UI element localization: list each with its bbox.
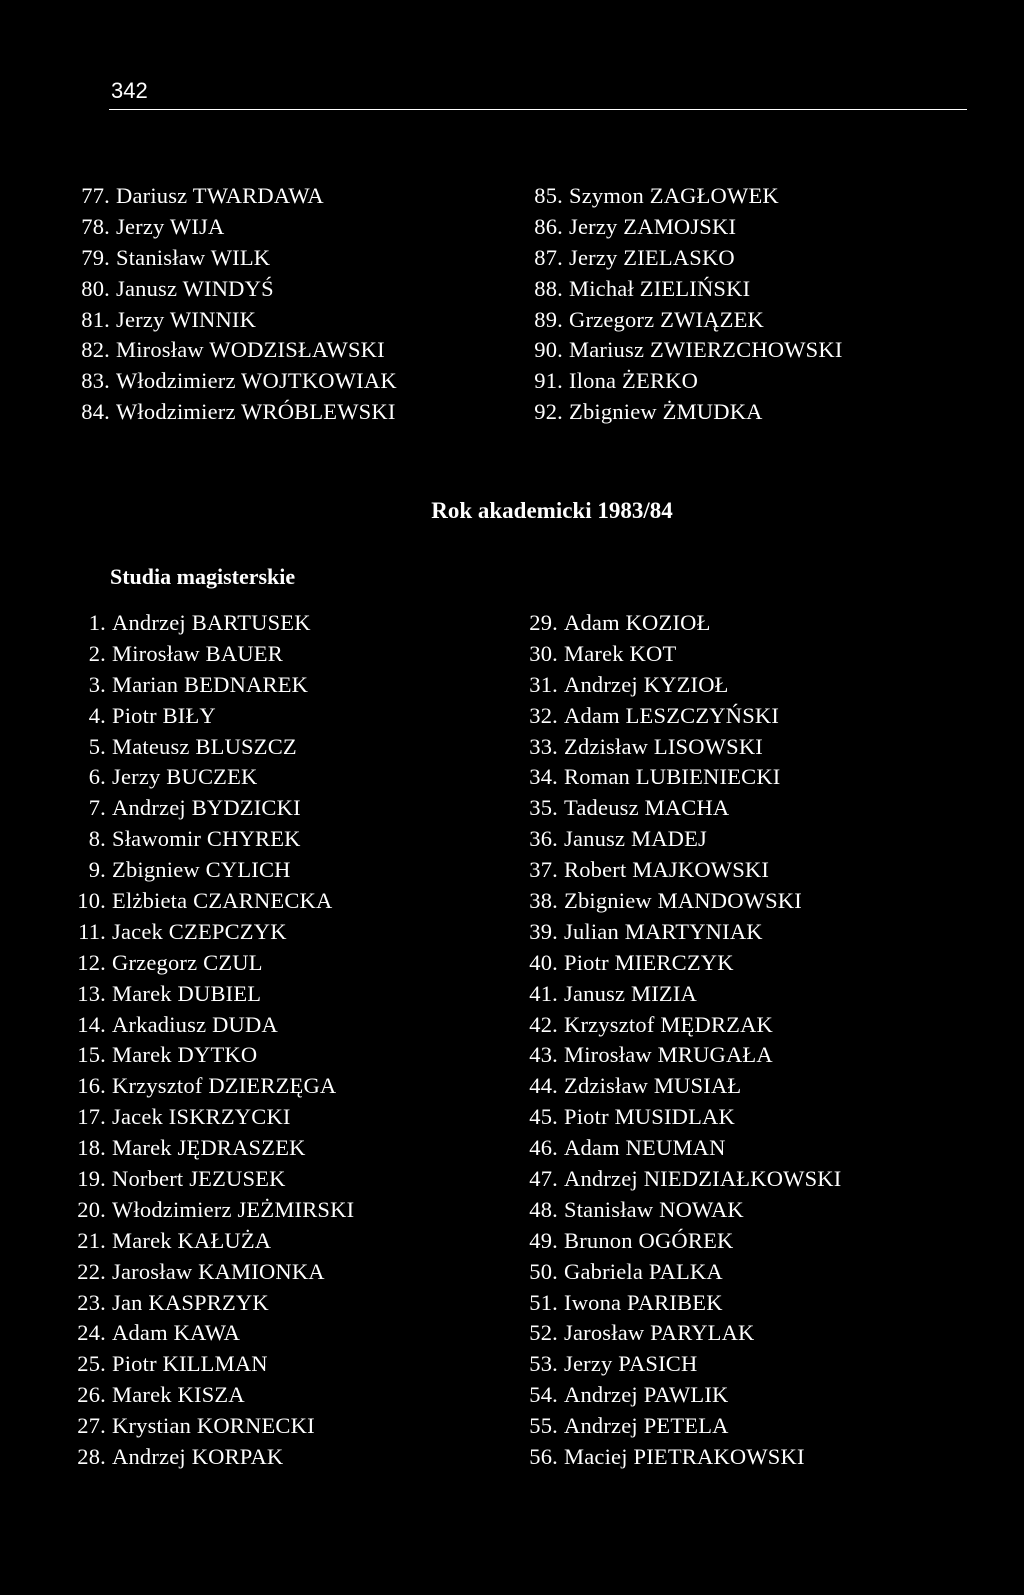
list-item [68, 1411, 354, 1442]
list-item [68, 1195, 354, 1226]
list-item-number: 22. [77, 1258, 106, 1284]
list-item [520, 1195, 841, 1226]
list-item [72, 243, 397, 274]
list-item-name: Ilona ŻERKO [569, 368, 699, 394]
list-item-name: Arkadiusz DUDA [112, 1011, 278, 1037]
list-item [68, 917, 354, 948]
list-item-name: Andrzej NIEDZIAŁKOWSKI [564, 1166, 842, 1192]
list-item-name: Maciej PIETRAKOWSKI [564, 1444, 805, 1470]
list-item [520, 948, 841, 979]
list-item [68, 948, 354, 979]
list-item [520, 701, 841, 732]
list-item-number: 83. [81, 368, 110, 394]
list-item [68, 1257, 354, 1288]
list-item-name: Roman LUBIENIECKI [564, 764, 781, 790]
list-item-number: 42. [529, 1011, 558, 1037]
list-item-number: 37. [529, 857, 558, 883]
list-item-number: 39. [529, 918, 558, 944]
list-item-name: Andrzej BARTUSEK [112, 610, 311, 635]
list-item [68, 979, 354, 1010]
list-item-name: Grzegorz ZWIĄZEK [569, 306, 764, 332]
list-item-name: Adam NEUMAN [564, 1135, 726, 1161]
list-item-number: 45. [529, 1104, 558, 1130]
list-item-number: 27. [77, 1413, 106, 1439]
list-item-number: 23. [77, 1289, 106, 1315]
list-item-name: Marek KAŁUŻA [112, 1227, 272, 1253]
list-item [68, 1164, 354, 1195]
list-item [68, 608, 354, 639]
list-item-number: 43. [529, 1042, 558, 1068]
list-item-name: Zbigniew ŻMUDKA [569, 399, 763, 425]
list-item-name: Jerzy WINNIK [116, 306, 257, 332]
list-item-name: Elżbieta CZARNECKA [112, 888, 333, 914]
list-item-name: Andrzej KORPAK [112, 1444, 284, 1470]
list-item-number: 7. [88, 795, 106, 821]
list-item [68, 1071, 354, 1102]
list-item [68, 1380, 354, 1411]
list-item-name: Marek JĘDRASZEK [112, 1135, 306, 1161]
list-item [68, 1288, 354, 1319]
list-item [520, 762, 841, 793]
list-item-number: 12. [77, 949, 106, 975]
list-item-number: 29. [529, 610, 558, 635]
list-item [520, 979, 841, 1010]
list-item-name: Jerzy BUCZEK [112, 764, 258, 790]
list-item [68, 670, 354, 701]
list-item-name: Janusz WINDYŚ [116, 275, 274, 301]
list-item-number: 54. [529, 1382, 558, 1408]
list-item [520, 1071, 841, 1102]
list-item [520, 1318, 841, 1349]
list-item-name: Andrzej PETELA [564, 1413, 729, 1439]
list-item-number: 34. [529, 764, 558, 790]
list-item [520, 1164, 841, 1195]
list-item [520, 1349, 841, 1380]
list-item-number: 81. [81, 306, 110, 332]
list-item [72, 181, 397, 212]
list-item-number: 38. [529, 888, 558, 914]
list-item-number: 5. [88, 733, 106, 759]
list-item-number: 21. [77, 1227, 106, 1253]
list-item-number: 78. [81, 213, 110, 239]
list-item-number: 9. [88, 857, 106, 883]
list-item-name: Mariusz ZWIERZCHOWSKI [569, 337, 843, 363]
list-item-name: Jerzy WIJA [116, 213, 225, 239]
list-item [520, 608, 841, 639]
list-item [520, 732, 841, 763]
list-item-number: 15. [77, 1042, 106, 1068]
list-item-name: Marek KISZA [112, 1382, 245, 1408]
list-item [520, 793, 841, 824]
list-item-name: Krzysztof DZIERZĘGA [112, 1073, 337, 1099]
list-item [68, 701, 354, 732]
name-list-magister-right [520, 608, 841, 1473]
list-item-name: Sławomir CHYREK [112, 826, 301, 852]
list-item-number: 16. [77, 1073, 106, 1099]
list-item [72, 212, 397, 243]
list-item-name: Tadeusz MACHA [564, 795, 730, 821]
list-item [520, 886, 841, 917]
list-item [520, 1257, 841, 1288]
list-item [68, 639, 354, 670]
list-item [68, 732, 354, 763]
list-item-name: Andrzej KYZIOŁ [564, 671, 729, 697]
list-item-number: 10. [77, 888, 106, 914]
list-item-number: 86. [534, 213, 563, 239]
list-item-number: 26. [77, 1382, 106, 1408]
list-item-number: 25. [77, 1351, 106, 1377]
list-item-number: 90. [534, 337, 563, 363]
list-item [520, 1411, 841, 1442]
list-item-number: 20. [77, 1196, 106, 1222]
list-item-number: 46. [529, 1135, 558, 1161]
list-item [68, 855, 354, 886]
list-item-number: 18. [77, 1135, 106, 1161]
list-item-name: Piotr KILLMAN [112, 1351, 268, 1377]
list-item [520, 855, 841, 886]
list-item-number: 41. [529, 980, 558, 1006]
list-item-name: Piotr MUSIDLAK [564, 1104, 735, 1130]
list-item-number: 24. [77, 1320, 106, 1346]
list-item-name: Jerzy PASICH [564, 1351, 698, 1377]
list-item-name: Piotr MIERCZYK [564, 949, 734, 975]
list-item-name: Adam KOZIOŁ [564, 610, 711, 635]
list-item-name: Krystian KORNECKI [112, 1413, 315, 1439]
list-item-number: 13. [77, 980, 106, 1006]
list-item-number: 77. [81, 183, 110, 208]
list-item-name: Dariusz TWARDAWA [116, 183, 324, 208]
list-item-number: 48. [529, 1196, 558, 1222]
list-item [68, 1040, 354, 1071]
list-item [525, 212, 843, 243]
list-item-name: Jerzy ZIELASKO [569, 244, 735, 270]
list-item [520, 639, 841, 670]
list-item [525, 274, 843, 305]
list-item-name: Iwona PARIBEK [564, 1289, 723, 1315]
list-item [72, 397, 397, 428]
list-item-number: 4. [88, 702, 106, 728]
list-item [525, 305, 843, 336]
list-item-name: Gabriela PALKA [564, 1258, 723, 1284]
list-item [68, 762, 354, 793]
list-item-number: 91. [534, 368, 563, 394]
list-item [72, 335, 397, 366]
list-item-number: 44. [529, 1073, 558, 1099]
list-item-number: 2. [88, 640, 106, 666]
list-item [520, 1288, 841, 1319]
list-item-name: Jacek CZEPCZYK [112, 918, 287, 944]
list-item-number: 11. [78, 918, 106, 944]
list-item-name: Szymon ZAGŁOWEK [569, 183, 779, 208]
list-item-name: Piotr BIŁY [112, 702, 216, 728]
list-item-name: Stanisław WILK [116, 244, 271, 270]
list-item-number: 14. [77, 1011, 106, 1037]
name-list-previous-right [525, 181, 843, 428]
list-item-name: Andrzej PAWLIK [564, 1382, 729, 1408]
list-item-name: Włodzimierz WOJTKOWIAK [116, 368, 397, 394]
list-item-number: 79. [81, 244, 110, 270]
list-item-name: Norbert JEZUSEK [112, 1166, 286, 1192]
academic-year-heading: Rok akademicki 1983/84 [431, 498, 673, 523]
list-item-number: 32. [529, 702, 558, 728]
list-item [68, 1349, 354, 1380]
list-item [520, 1226, 841, 1257]
list-item-number: 28. [77, 1444, 106, 1470]
list-item [68, 1226, 354, 1257]
list-item-name: Zbigniew CYLICH [112, 857, 291, 883]
list-item-name: Michał ZIELIŃSKI [569, 275, 751, 301]
list-item-name: Marek KOT [564, 640, 677, 666]
list-item [72, 305, 397, 336]
list-item-name: Jan KASPRZYK [112, 1289, 269, 1315]
list-item-name: Robert MAJKOWSKI [564, 857, 770, 883]
list-item-number: 84. [81, 399, 110, 425]
list-item-name: Janusz MIZIA [564, 980, 697, 1006]
list-item-name: Krzysztof MĘDRZAK [564, 1011, 773, 1037]
list-item-number: 52. [529, 1320, 558, 1346]
list-item [68, 886, 354, 917]
list-item [72, 274, 397, 305]
list-item-name: Jarosław KAMIONKA [112, 1258, 325, 1284]
list-item-name: Włodzimierz JEŻMIRSKI [112, 1196, 355, 1222]
list-item [68, 1102, 354, 1133]
list-item-name: Janusz MADEJ [564, 826, 708, 852]
list-item [520, 1380, 841, 1411]
list-item-number: 53. [529, 1351, 558, 1377]
list-item-number: 87. [534, 244, 563, 270]
list-item-number: 35. [529, 795, 558, 821]
list-item [68, 793, 354, 824]
list-item-name: Zdzisław LISOWSKI [564, 733, 763, 759]
list-item-name: Jarosław PARYLAK [564, 1320, 755, 1346]
name-list-previous-left [72, 181, 397, 428]
list-item-name: Julian MARTYNIAK [564, 918, 763, 944]
list-item-name: Jacek ISKRZYCKI [112, 1104, 291, 1130]
list-item [525, 335, 843, 366]
list-item-number: 50. [529, 1258, 558, 1284]
list-item [520, 824, 841, 855]
list-item [520, 670, 841, 701]
list-item-name: Marek DYTKO [112, 1042, 258, 1068]
list-item-number: 6. [88, 764, 106, 790]
list-item-number: 89. [534, 306, 563, 332]
list-item-number: 30. [529, 640, 558, 666]
list-item-name: Zdzisław MUSIAŁ [564, 1073, 742, 1099]
list-item [68, 1133, 354, 1164]
list-item [525, 181, 843, 212]
list-item-number: 88. [534, 275, 563, 301]
list-item [520, 1102, 841, 1133]
list-item-name: Zbigniew MANDOWSKI [564, 888, 802, 914]
list-item-name: Mirosław WODZISŁAWSKI [116, 337, 385, 363]
list-item-name: Jerzy ZAMOJSKI [569, 213, 737, 239]
list-item-name: Mirosław BAUER [112, 640, 283, 666]
list-item-name: Brunon OGÓREK [564, 1227, 734, 1253]
list-item-number: 19. [77, 1166, 106, 1192]
list-item-number: 47. [529, 1166, 558, 1192]
list-item-name: Mateusz BLUSZCZ [112, 733, 297, 759]
list-item-name: Włodzimierz WRÓBLEWSKI [116, 399, 396, 425]
list-item [72, 366, 397, 397]
list-item [68, 1010, 354, 1041]
header-rule [109, 109, 967, 110]
section-heading: Studia magisterskie [110, 564, 296, 589]
list-item-number: 33. [529, 733, 558, 759]
list-item [68, 1318, 354, 1349]
list-item [525, 366, 843, 397]
list-item-name: Andrzej BYDZICKI [112, 795, 301, 821]
list-item-number: 1. [88, 610, 106, 635]
list-item-number: 17. [77, 1104, 106, 1130]
list-item [520, 1010, 841, 1041]
name-list-magister-left [68, 608, 354, 1473]
list-item-name: Marek DUBIEL [112, 980, 262, 1006]
list-item-name: Stanisław NOWAK [564, 1196, 744, 1222]
list-item-name: Mirosław MRUGAŁA [564, 1042, 773, 1068]
list-item [520, 1133, 841, 1164]
list-item-name: Grzegorz CZUL [112, 949, 263, 975]
list-item-number: 40. [529, 949, 558, 975]
list-item-number: 80. [81, 275, 110, 301]
list-item-name: Adam KAWA [112, 1320, 241, 1346]
list-item-number: 85. [534, 183, 563, 208]
list-item-number: 3. [88, 671, 106, 697]
list-item-number: 56. [529, 1444, 558, 1470]
list-item [520, 917, 841, 948]
list-item [525, 397, 843, 428]
list-item-number: 49. [529, 1227, 558, 1253]
list-item [525, 243, 843, 274]
list-item-number: 51. [529, 1289, 558, 1315]
list-item-number: 31. [529, 671, 558, 697]
list-item [520, 1442, 841, 1473]
page-number: 342 [111, 78, 148, 103]
list-item-number: 36. [529, 826, 558, 852]
list-item-name: Adam LESZCZYŃSKI [564, 702, 780, 728]
list-item-number: 92. [534, 399, 563, 425]
list-item [68, 1442, 354, 1473]
list-item [68, 824, 354, 855]
list-item [520, 1040, 841, 1071]
list-item-number: 82. [81, 337, 110, 363]
list-item-number: 8. [88, 826, 106, 852]
list-item-name: Marian BEDNAREK [112, 671, 309, 697]
list-item-number: 55. [529, 1413, 558, 1439]
